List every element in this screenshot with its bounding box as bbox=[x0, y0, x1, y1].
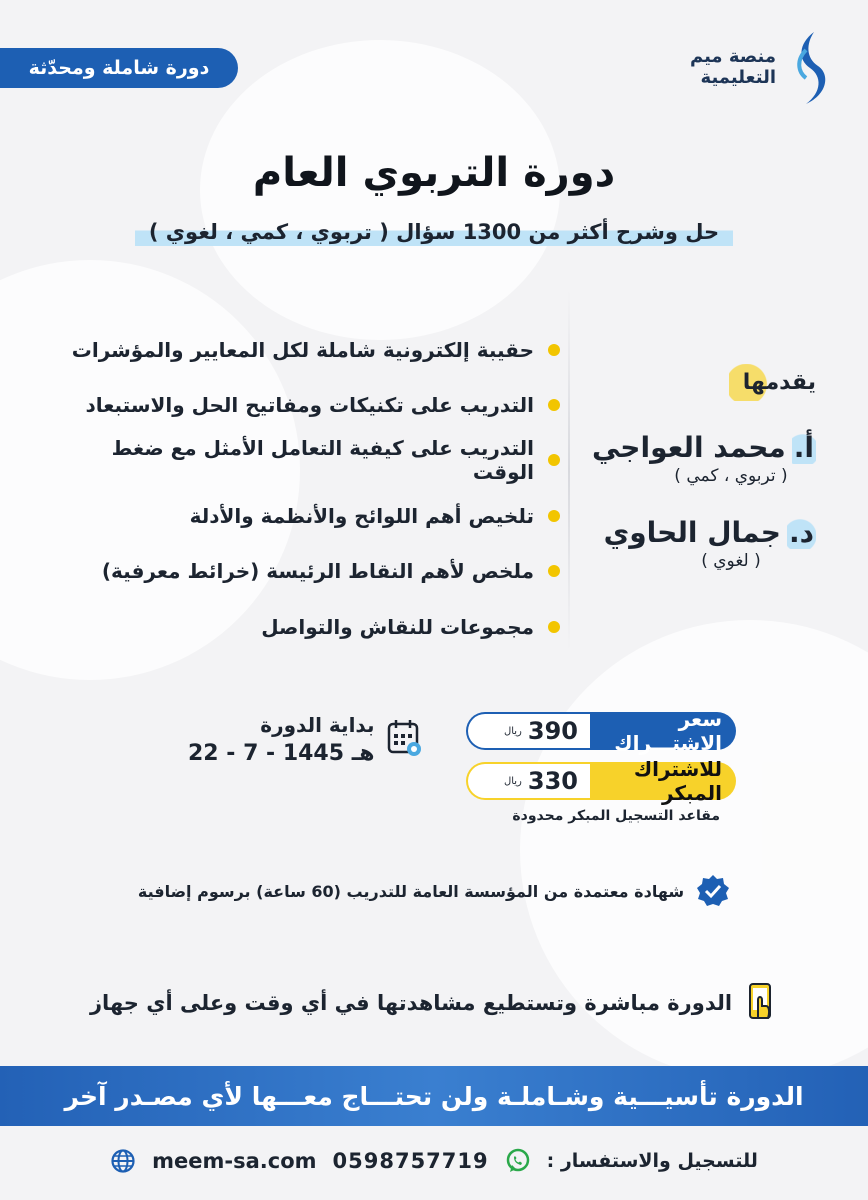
presenter-title-prefix: أ. bbox=[793, 431, 814, 464]
contact-label: للتسجيل والاستفسار : bbox=[546, 1150, 758, 1172]
logo-line-2: التعليمية bbox=[700, 67, 776, 88]
currency: ريال bbox=[503, 725, 522, 737]
feature-item bbox=[60, 322, 560, 377]
early-price-value bbox=[466, 762, 590, 800]
dot-icon bbox=[548, 399, 560, 411]
feature-text: التدريب على كيفية التعامل الأمثل مع ضغط الوقت bbox=[111, 436, 534, 485]
presenters-heading-text: يقدمها bbox=[729, 364, 816, 401]
early-price bbox=[466, 757, 736, 805]
features-list bbox=[60, 322, 560, 654]
regular-price-value bbox=[466, 712, 590, 750]
feature-item bbox=[60, 544, 560, 599]
dot-icon bbox=[548, 510, 560, 522]
regular-price-label: سعر الاشتـــراك bbox=[590, 712, 736, 750]
whatsapp-icon bbox=[505, 1148, 531, 1174]
certificate bbox=[0, 874, 868, 908]
start-date-value: 22 - 7 - 1445 هـ bbox=[188, 741, 375, 766]
badge-text: دورة شاملة ومحدّثة bbox=[28, 57, 210, 79]
logo-text bbox=[690, 47, 776, 88]
live-text bbox=[90, 991, 732, 1015]
subtitle-wrap bbox=[0, 218, 868, 246]
certificate-text: شهادة معتمدة من المؤسسة العامة للتدريب (60 ساعة) برسوم إضافية bbox=[137, 881, 685, 901]
logo bbox=[690, 30, 832, 106]
contact bbox=[0, 1148, 868, 1174]
live-rest-text: وتستطيع مشاهدتها في أي وقت وعلى أي جهاز bbox=[89, 991, 585, 1015]
start-text bbox=[188, 712, 375, 769]
feature-text: مجموعات للنقاش والتواصل bbox=[261, 614, 534, 639]
feature-text: حقيبة إلكترونية شاملة لكل المعايير والمؤشرات bbox=[71, 337, 534, 362]
live-bold-text: الدورة مباشرة bbox=[584, 991, 733, 1015]
feature-item bbox=[60, 433, 560, 488]
start-label: بداية الدورة bbox=[260, 713, 375, 737]
logo-line-1: منصة ميم bbox=[689, 46, 776, 68]
contact-website[interactable]: meem-sa.com bbox=[152, 1149, 317, 1173]
dot-icon bbox=[548, 621, 560, 633]
dot-icon bbox=[548, 454, 560, 466]
course-title: دورة التربوي العام bbox=[252, 150, 616, 196]
price-amount: 330 bbox=[527, 767, 578, 795]
feature-text: ملخص لأهم النقاط الرئيسة (خرائط معرفية) bbox=[101, 559, 534, 584]
phone-touch-icon bbox=[742, 982, 778, 1024]
globe-icon bbox=[110, 1148, 136, 1174]
currency: ريال bbox=[503, 775, 522, 787]
course-subtitle: حل وشرح أكثر من 1300 سؤال ( تربوي ، كمي ، لغوي ) bbox=[135, 218, 733, 246]
presenter-specialty: ( تربوي ، كمي ) bbox=[674, 466, 788, 486]
calendar-icon bbox=[387, 718, 423, 758]
verified-badge-icon bbox=[696, 874, 730, 908]
feature-item bbox=[60, 599, 560, 654]
early-price-label: للاشتراك المبكر bbox=[590, 762, 736, 800]
presenter-name bbox=[586, 516, 816, 549]
presenters-heading bbox=[586, 364, 816, 401]
presenter-1 bbox=[586, 431, 816, 486]
start-date bbox=[188, 712, 423, 769]
presenter-specialty: ( لغوي ) bbox=[701, 551, 761, 571]
presenter-name-text: محمد العواجي bbox=[591, 431, 786, 464]
logo-mark-icon bbox=[788, 30, 832, 106]
price-amount: 390 bbox=[527, 717, 578, 745]
feature-item bbox=[60, 488, 560, 543]
feature-item bbox=[60, 377, 560, 432]
feature-text: التدريب على تكنيكات ومفاتيح الحل والاستبعاد bbox=[85, 393, 534, 418]
dot-icon bbox=[548, 344, 560, 356]
contact-phone[interactable]: 0598757719 bbox=[332, 1149, 489, 1173]
presenter-2 bbox=[586, 516, 816, 571]
course-badge bbox=[0, 48, 238, 88]
feature-text: تلخيص أهم اللوائح والأنظمة والأدلة bbox=[189, 503, 534, 528]
vertical-divider bbox=[568, 290, 570, 650]
live-course bbox=[0, 982, 868, 1024]
regular-price bbox=[466, 707, 736, 755]
dot-icon bbox=[548, 565, 560, 577]
presenter-name-text: جمال الحاوي bbox=[603, 516, 781, 549]
presenter-name bbox=[586, 431, 816, 464]
presenter-title-prefix: د. bbox=[788, 516, 814, 549]
bottom-banner bbox=[0, 1066, 868, 1126]
banner-text: الدورة تأسيـــية وشـاملـة ولن تحتـــاج معـــها لأي مصـدر آخر bbox=[64, 1081, 804, 1111]
presenters bbox=[586, 364, 816, 571]
early-registration-note: مقاعد التسجيل المبكر محدودة bbox=[512, 808, 720, 824]
